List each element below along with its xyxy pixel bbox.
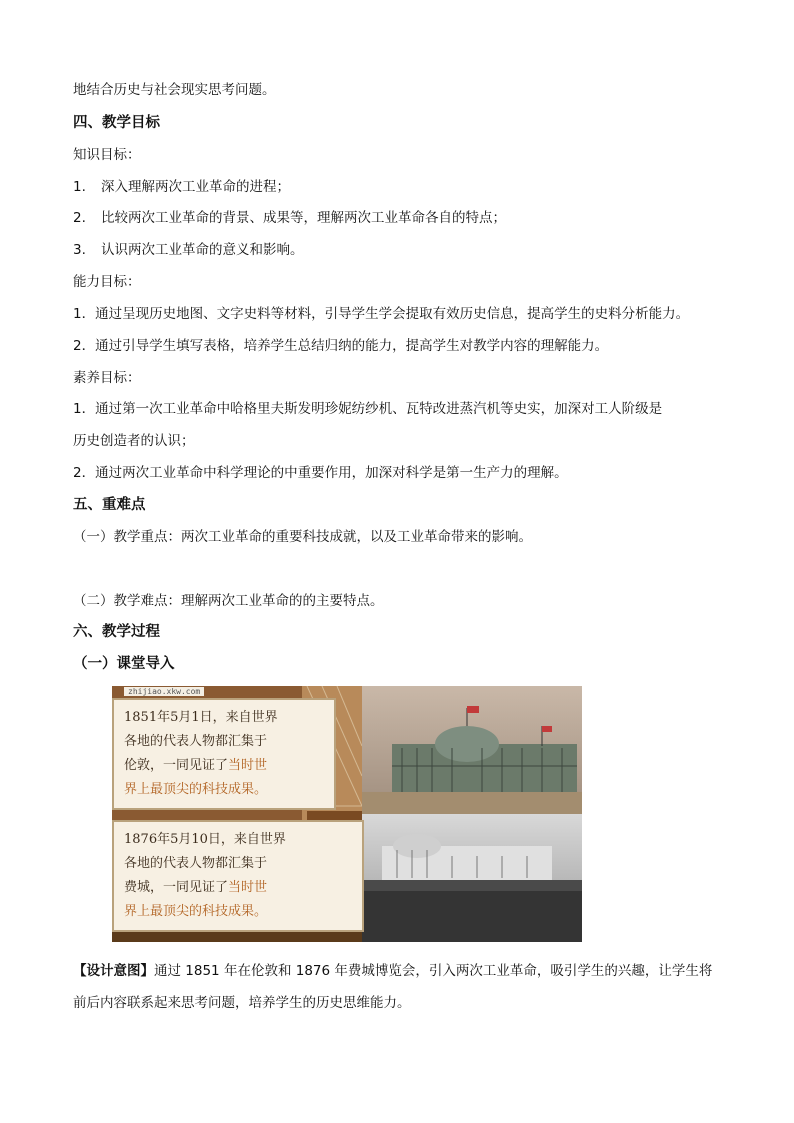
intro-line: 地结合历史与社会现实思考问题。 bbox=[73, 82, 276, 98]
design-intent-line2: 前后内容联系起来思考问题，培养学生的历史思维能力。 bbox=[73, 995, 411, 1011]
difficult-point: （二）教学难点：理解两次工业革命的的主要特点。 bbox=[73, 593, 384, 609]
section6-title: 六、教学过程 bbox=[73, 624, 160, 640]
ability-item-2: 2．通过引导学生填写表格，培养学生总结归纳的能力，提高学生对教学内容的理解能力。 bbox=[73, 338, 609, 354]
ability-label: 能力目标： bbox=[73, 274, 141, 290]
knowledge-label: 知识目标： bbox=[73, 147, 141, 163]
section4-title: 四、教学目标 bbox=[73, 115, 160, 131]
literacy-item-1-line2: 历史创造者的认识； bbox=[73, 433, 195, 449]
expo-slide-image bbox=[112, 686, 582, 942]
literacy-item-2: 2．通过两次工业革命中科学理论的中重要作用，加深对科学是第一生产力的理解。 bbox=[73, 465, 568, 481]
lead-in-subtitle: （一）课堂导入 bbox=[73, 656, 175, 672]
key-point: （一）教学重点：两次工业革命的重要科技成就，以及工业革命带来的影响。 bbox=[73, 529, 532, 545]
ability-item-1: 1．通过呈现历史地图、文字史料等材料，引导学生学会提取有效历史信息，提高学生的史料分析能力。 bbox=[73, 306, 690, 322]
caption-london-1851: 1851年5月1日，来自世界 各地的代表人物都汇集于 伦敦，一同见证了当时世 界上最顶尖的科技成果。 bbox=[112, 698, 336, 810]
watermark: zhijiao.xkw.com bbox=[124, 687, 204, 696]
knowledge-item-1: 1. 深入理解两次工业革命的进程； bbox=[73, 179, 290, 195]
knowledge-item-3: 3. 认识两次工业革命的意义和影响。 bbox=[73, 242, 304, 258]
design-intent-label: 【设计意图】 bbox=[73, 963, 154, 979]
knowledge-item-2: 2. 比较两次工业革命的背景、成果等，理解两次工业革命各自的特点； bbox=[73, 210, 506, 226]
caption-philadelphia-1876: 1876年5月10日，来自世界 各地的代表人物都汇集于 费城，一同见证了当时世 界上最顶尖的科技成果。 bbox=[112, 820, 364, 932]
section5-title: 五、重难点 bbox=[73, 497, 146, 513]
design-intent-line1: 【设计意图】通过 1851 年在伦敦和 1876 年费城博览会，引入两次工业革命，吸引学生的兴趣，让学生将 bbox=[73, 963, 713, 979]
literacy-item-1-line1: 1．通过第一次工业革命中哈格里夫斯发明珍妮纺纱机、瓦特改进蒸汽机等史实，加深对工人阶级是 bbox=[73, 401, 663, 417]
literacy-label: 素养目标： bbox=[73, 370, 141, 386]
